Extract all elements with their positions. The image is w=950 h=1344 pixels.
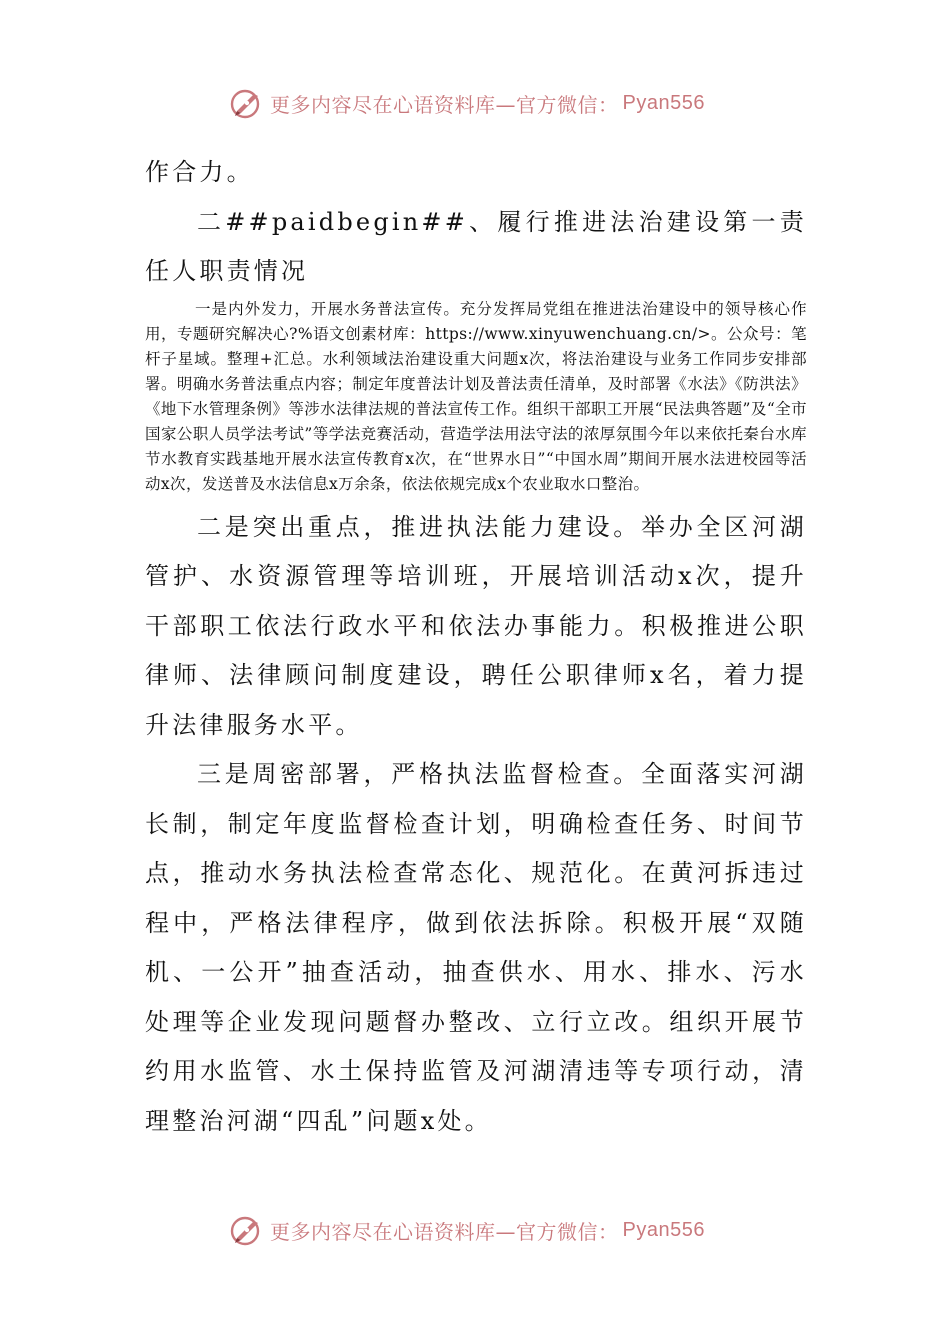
header-banner-text: 更多内容尽在心语资料库—官方微信： <box>270 92 619 117</box>
footer-banner <box>228 1210 728 1250</box>
paragraph-supervision: 三是周密部署，严格执法监督检查。全面落实河湖长制，制定年度监督检查计划，明确检查任务、时间节点，推动水务执法检查常态化、规范化。在黄河拆违过程中，严格法律程序，做到依法拆除。积极开展“双随机、一公开”抽查活动，抽查供水、用水、排水、污水处理等企业发现问题督办整改、立行立改。组织开展节约用水监管、水土保持监管及河湖清违等专项行动，清理整治河湖“四乱”问题x处。 <box>145 760 807 1135</box>
pen-in-circle-logo <box>228 85 264 121</box>
header-banner <box>228 83 728 123</box>
header-wechat-id: Pyan556 <box>622 91 705 114</box>
paragraph-publicity: 一是内外发力，开展水务普法宣传。充分发挥局党组在推进法治建设中的领导核心作用，专题研究解决心?%语文创素材库：https://www.xinyuwenchuang.cn/>。公众号：笔杆子星域。整理+汇总。水利领域法治建设重大问题x次，将法治建设与业务工作同步安排部署。明确水务普法重点内容；制定年度普法计划及普法责任清单，及时部署《水法》《防洪法》《地下水管理条例》等涉水法律法规的普法宣传工作。组织干部职工开展“民法典答题”及“全市国家公职人员学法考试”等学法竞赛活动，营造学法用法守法的浓厚氛围今年以来依托秦台水库节水教育实践基地开展水法宣传教育x次，在“世界水日”“中国水周”期间开展水法进校园等活动x次，发送普及水法信息x万余条，依法依规完成x个农业取水口整治。 <box>145 299 807 493</box>
footer-wechat-id: Pyan556 <box>622 1218 705 1241</box>
pen-in-circle-logo <box>228 1212 264 1248</box>
document-body <box>145 148 807 1146</box>
footer-banner-text: 更多内容尽在心语资料库—官方微信： <box>270 1219 619 1244</box>
paragraph-enforcement-capacity: 二是突出重点，推进执法能力建设。举办全区河湖管护、水资源管理等培训班，开展培训活动x次，提升干部职工依法行政水平和依法办事能力。积极推进公职律师、法律顾问制度建设，聘任公职律师x名，着力提升法律服务水平。 <box>145 512 807 739</box>
section-heading: 二##paidbegin##、履行推进法治建设第一责任人职责情况 <box>145 207 807 285</box>
continuation-line: 作合力。 <box>145 158 254 186</box>
